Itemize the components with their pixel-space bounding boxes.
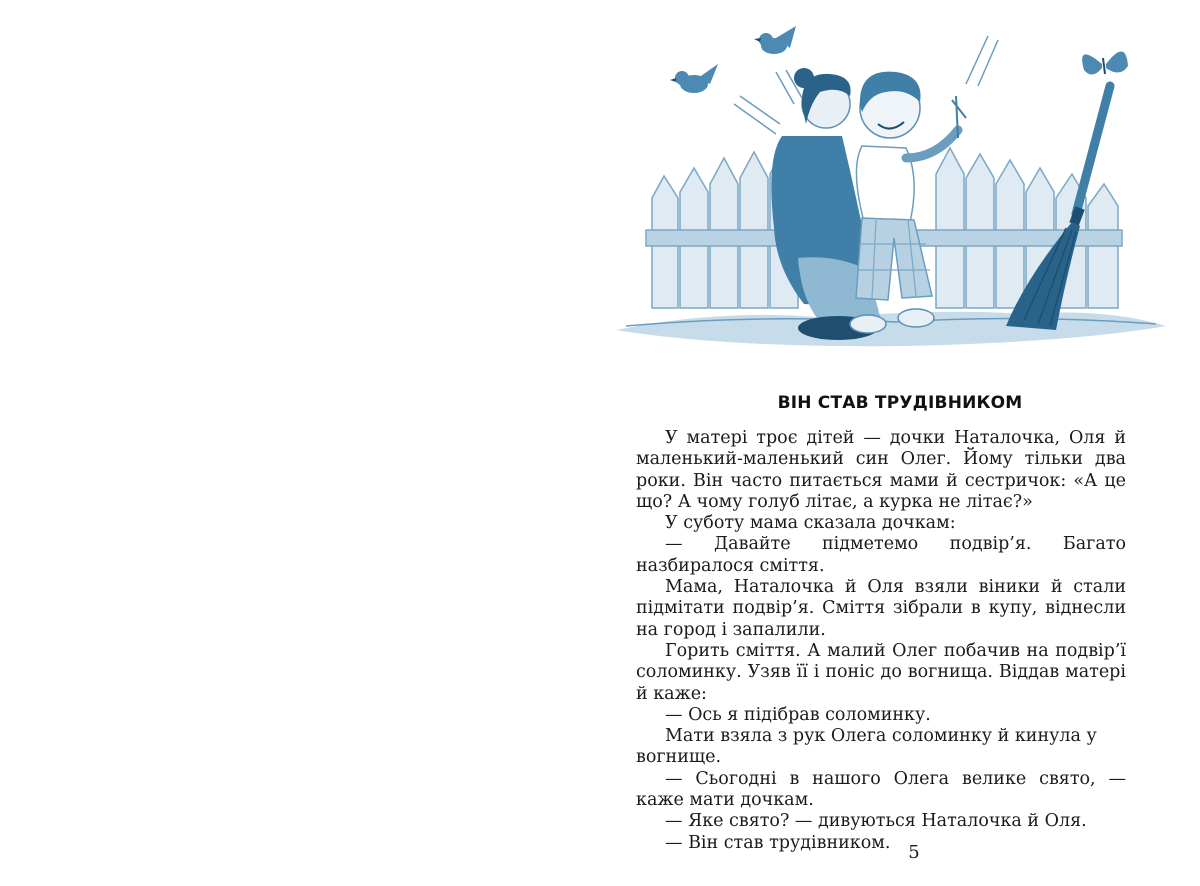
right-page — [600, 0, 1200, 886]
butterfly — [1082, 51, 1128, 74]
bird-right — [754, 26, 796, 54]
paragraph: — Ось я підібрав соломинку. — [665, 704, 931, 725]
ground-shadow — [616, 312, 1166, 346]
page-number: 5 — [908, 842, 920, 863]
story-title: ВІН СТАВ ТРУДІВНИКОМ — [777, 393, 1023, 413]
paragraph: У суботу мама сказала дочкам: — [665, 513, 956, 534]
paragraph: — Сьогодні в нашого Олега велике свято, — каже мати дочкам. — [636, 768, 1126, 811]
story-illustration — [606, 8, 1176, 354]
paragraph: — Він став трудівником. — [665, 832, 891, 853]
paragraph: — Давайте підметемо подвір’я. Багато назбиралося сміття. — [636, 534, 1126, 576]
paragraph: — Яке свято? — дивуються Наталочка й Оля. — [665, 811, 1087, 832]
story-text — [636, 428, 1126, 854]
paragraph: Мама, Наталочка й Оля взяли віники й стали підмітати подвір’я. Сміття зібрали в купу, віднесли на город і запалили. — [636, 577, 1126, 640]
paragraph: Мати взяла з рук Олега соломинку й кинула у вогнище. — [636, 726, 1097, 768]
paragraph: У матері троє дітей — дочки Наталочка, Оля й маленький-маленький син Олег. Йому тільки два роки. Він часто питається мами й сестричок: «А це що? А чому голуб літає, а курка не літає?» — [636, 428, 1126, 512]
bird-left — [670, 64, 718, 93]
paragraph: Горить сміття. А малий Олег побачив на подвір’ї соломинку. Узяв її і поніс до вогнища. Віддав матері й каже: — [636, 640, 1126, 704]
